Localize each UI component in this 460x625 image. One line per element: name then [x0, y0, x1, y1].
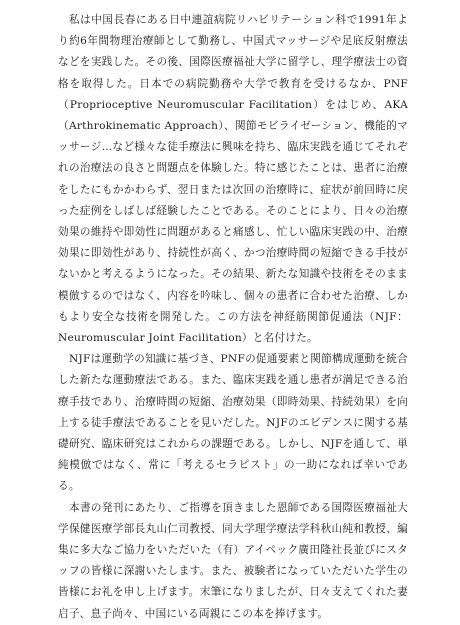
paragraph-njf: NJFは運動学の知識に基づき、PNFの促通要素と関節構成運動を統合した新たな運動療法である。また、臨床実践を通し患者が満足できる治療手技であり、治療時間の短縮、治療効果（即時効果、持続効果）を向上する徒手療法であることを見いだした。NJFのエビデンスに関する基礎研究、臨床研究はこれからの課題である。しかし、NJFを通して、単純模倣ではなく、常に「考えるセラピスト」の一助になれば幸いである。: [58, 353, 408, 493]
paragraph-intro: 私は中国長春にある日中連誼病院リハビリテーション科で1991年より約6年間物理治療師として勤務し、中国式マッサージや足底反射療法などを実践した。その後、国際医療福祉大学に留学し、理学療法士の資格を取得した。日本での病院勤務や大学で教育を受けるなか、PNF（Proprioceptive Neuromuscular Facilitation）をはじめ、AKA（Arthrokinematic Approach）、関節モビライゼーション、機能的マッサージ…など様々な徒手療法に興味を持ち、臨床実践を通じてそれぞれの治療法の良さと問題点を体験した。特に感じたことは、患者に治療をしたにもかかわらず、翌日または次回の治療時に、症状が前回時に戻った症例をしばしば経験したことである。そのことにより、日々の治療効果の維持や即効性に問題があると痛感し、忙しい臨床実践の中、治療効果に即効性があり、持続性が高く、かつ治療時間の短縮できる手技がないかと考えるようになった。その結果、新たな知識や技術をそのまま模倣するのではなく、内容を吟味し、個々の患者に合わせた治療、しかもより安全な技術を開発した。この方法を神経筋関節促通法（NJF：Neuromuscular Joint Facilitation）と名付けた。: [58, 14, 408, 345]
paragraph-acknowledgements: 本書の発刊にあたり、ご指導を頂きました恩師である国際医療福祉大学保健医療学部長丸山仁司教授、同大学理学療法学科秋山純和教授、編集に多大なご協力をいただいた（有）アイペック廣田隆社長並びにスタッフの皆様に深謝いたします。また、被験者になっていただいた学生の皆様にお礼を申し上げます。末筆になりましたが、日々支えてくれた妻启子、息子尚々、中国にいる両親にこの本を捧げます。: [58, 501, 408, 620]
body-text: [58, 10, 408, 625]
